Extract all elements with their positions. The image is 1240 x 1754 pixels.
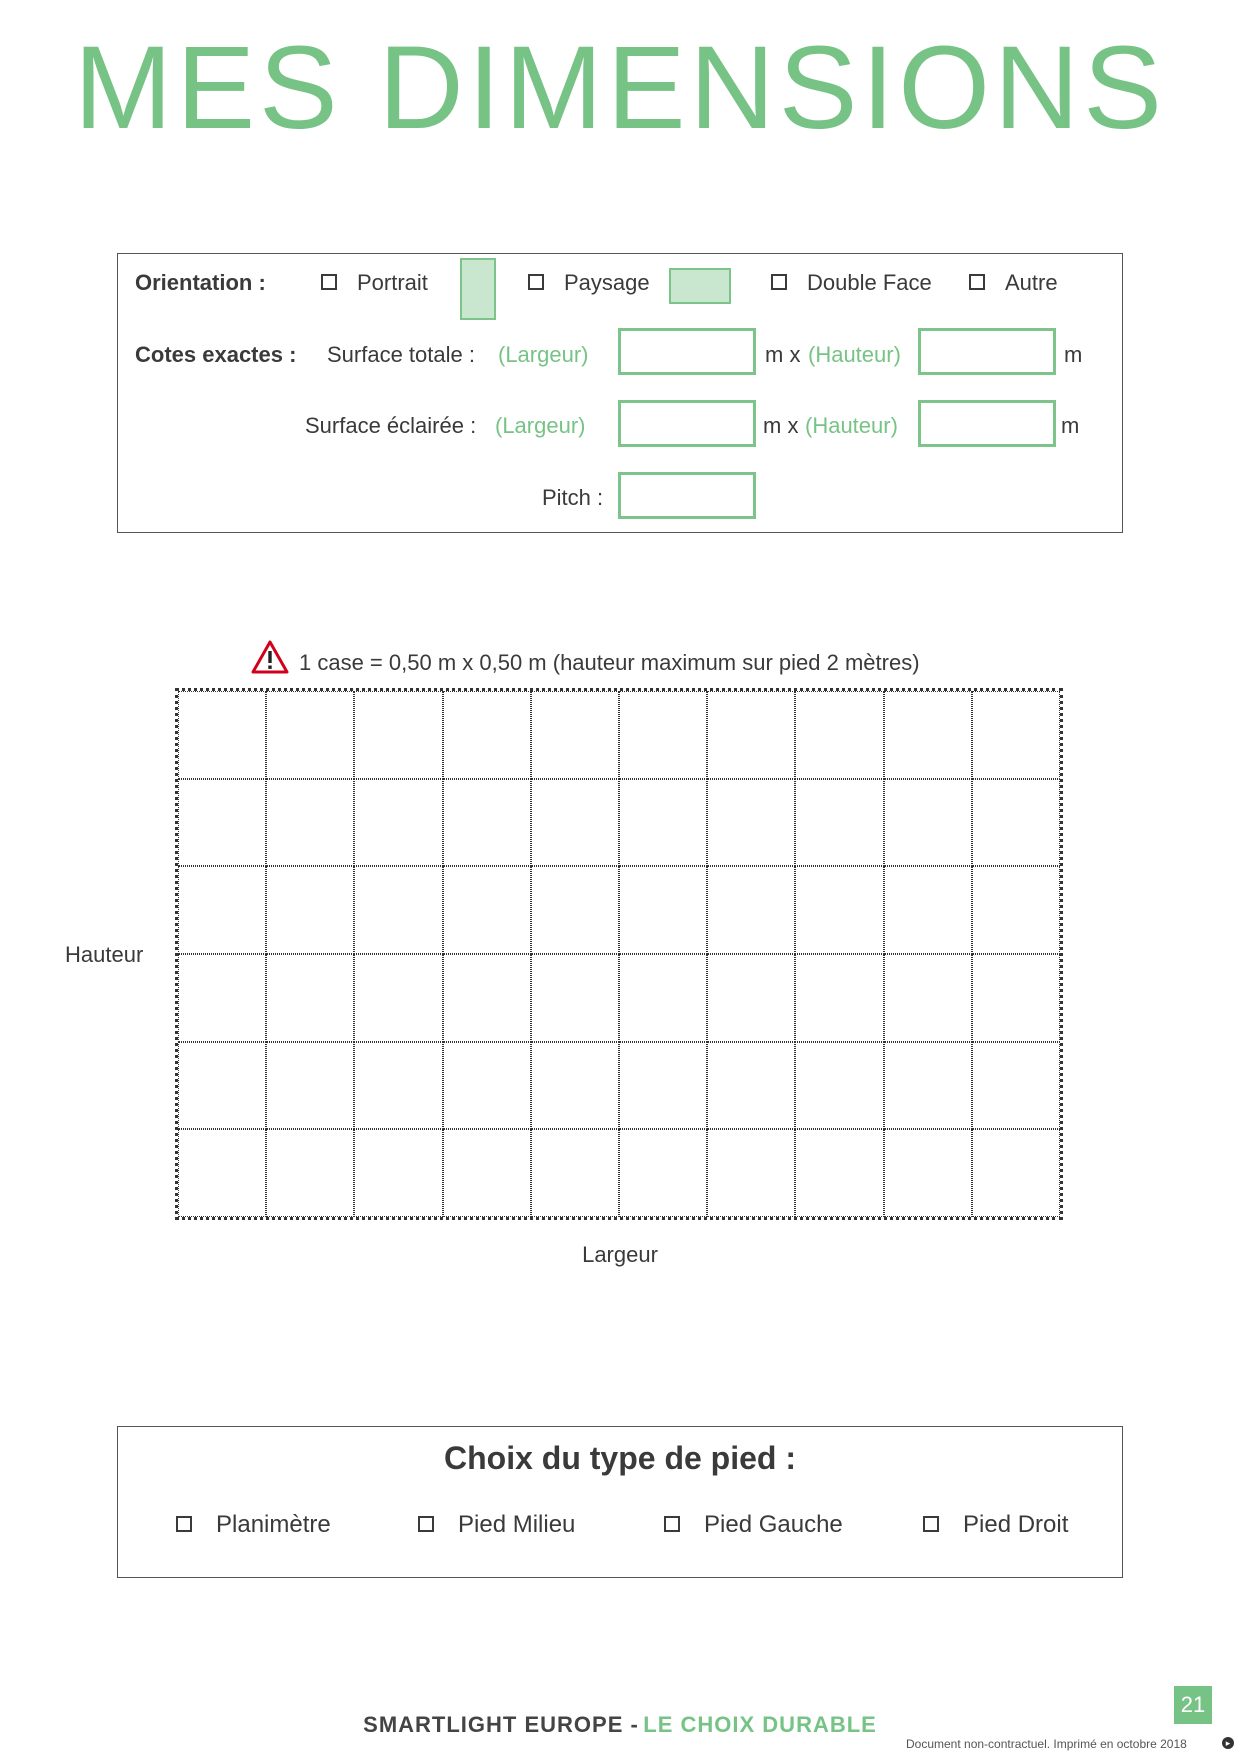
- footer-brand-line: [0, 1712, 1240, 1738]
- grid-y-axis-label: Hauteur: [65, 942, 144, 967]
- grid-cell[interactable]: [531, 1129, 619, 1217]
- grid-cell[interactable]: [354, 691, 442, 779]
- portrait-checkbox[interactable]: [321, 274, 337, 290]
- grid-cell[interactable]: [531, 1042, 619, 1130]
- grid-cell[interactable]: [795, 1042, 883, 1130]
- grid-cell[interactable]: [619, 1129, 707, 1217]
- grid-cell[interactable]: [884, 866, 972, 954]
- grid-cell[interactable]: [266, 1129, 354, 1217]
- footer-tagline: LE CHOIX DURABLE: [643, 1712, 877, 1737]
- grid-cell[interactable]: [884, 1129, 972, 1217]
- grid-cell[interactable]: [531, 954, 619, 1042]
- grid-cell[interactable]: [707, 1129, 795, 1217]
- surface-totale-times-label: m x: [765, 342, 801, 367]
- grid-cell[interactable]: [354, 1129, 442, 1217]
- grid-cell[interactable]: [443, 691, 531, 779]
- grid-cell[interactable]: [619, 866, 707, 954]
- paysage-checkbox[interactable]: [528, 274, 544, 290]
- surface-eclairee-hauteur-label: (Hauteur): [805, 413, 898, 438]
- surface-eclairee-times-label: m x: [763, 413, 799, 438]
- grid-cell[interactable]: [972, 779, 1060, 867]
- grid-cell[interactable]: [619, 779, 707, 867]
- double-face-label: Double Face: [807, 270, 932, 295]
- sketch-grid[interactable]: [175, 688, 1063, 1220]
- grid-cell[interactable]: [795, 779, 883, 867]
- grid-cell[interactable]: [531, 691, 619, 779]
- grid-cell[interactable]: [972, 954, 1060, 1042]
- grid-cell[interactable]: [443, 954, 531, 1042]
- grid-cell[interactable]: [266, 691, 354, 779]
- grid-cell[interactable]: [707, 1042, 795, 1130]
- grid-scale-note: 1 case = 0,50 m x 0,50 m (hauteur maximum sur pied 2 mètres): [299, 650, 920, 675]
- grid-cell[interactable]: [884, 1042, 972, 1130]
- grid-cell[interactable]: [707, 866, 795, 954]
- pied-title: Choix du type de pied :: [443, 1440, 796, 1476]
- grid-cell[interactable]: [354, 1042, 442, 1130]
- surface-eclairee-largeur-field[interactable]: [618, 400, 756, 447]
- grid-cell[interactable]: [619, 691, 707, 779]
- grid-cell[interactable]: [531, 866, 619, 954]
- double-face-checkbox[interactable]: [771, 274, 787, 290]
- paysage-shape-icon: [669, 268, 731, 304]
- grid-cell[interactable]: [178, 1129, 266, 1217]
- autre-checkbox[interactable]: [969, 274, 985, 290]
- surface-totale-unit: m: [1064, 342, 1083, 367]
- grid-cell[interactable]: [884, 691, 972, 779]
- grid-cell[interactable]: [707, 779, 795, 867]
- grid-cell[interactable]: [707, 691, 795, 779]
- grid-cell[interactable]: [354, 954, 442, 1042]
- surface-eclairee-largeur-label: (Largeur): [495, 413, 586, 438]
- pied-gauche-checkbox[interactable]: [664, 1516, 680, 1532]
- surface-totale-largeur-field[interactable]: [618, 328, 756, 375]
- grid-cell[interactable]: [795, 954, 883, 1042]
- grid-cell[interactable]: [884, 954, 972, 1042]
- grid-cell[interactable]: [972, 691, 1060, 779]
- planimetre-checkbox[interactable]: [176, 1516, 192, 1532]
- surface-eclairee-hauteur-field[interactable]: [918, 400, 1056, 447]
- grid-cell[interactable]: [354, 866, 442, 954]
- small-arrow-icon: ▸: [1222, 1737, 1234, 1749]
- warning-icon: [251, 640, 289, 674]
- grid-cell[interactable]: [795, 691, 883, 779]
- surface-eclairee-label: Surface éclairée :: [305, 413, 477, 438]
- pied-milieu-checkbox[interactable]: [418, 1516, 434, 1532]
- footer-brand: SMARTLIGHT EUROPE -: [363, 1712, 639, 1737]
- legal-notice: Document non-contractuel. Imprimé en octobre 2018: [906, 1737, 1187, 1751]
- grid-cell[interactable]: [178, 866, 266, 954]
- pied-gauche-label: Pied Gauche: [704, 1511, 843, 1538]
- pied-droit-checkbox[interactable]: [923, 1516, 939, 1532]
- grid-cell[interactable]: [884, 779, 972, 867]
- grid-cell[interactable]: [354, 779, 442, 867]
- surface-totale-label: Surface totale :: [327, 342, 475, 367]
- grid-cell[interactable]: [531, 779, 619, 867]
- grid-x-axis-label: Largeur: [582, 1242, 658, 1267]
- grid-cell[interactable]: [266, 779, 354, 867]
- cotes-exactes-label: Cotes exactes :: [135, 342, 297, 367]
- grid-cell[interactable]: [972, 1042, 1060, 1130]
- grid-cell[interactable]: [619, 1042, 707, 1130]
- grid-cell[interactable]: [707, 954, 795, 1042]
- grid-cell[interactable]: [972, 866, 1060, 954]
- grid-cell[interactable]: [178, 954, 266, 1042]
- pied-droit-label: Pied Droit: [963, 1511, 1069, 1538]
- grid-cell[interactable]: [178, 1042, 266, 1130]
- grid-cell[interactable]: [178, 691, 266, 779]
- grid-cell[interactable]: [443, 1129, 531, 1217]
- page-title: MES DIMENSIONS: [74, 22, 1166, 154]
- page-number: 21: [1174, 1686, 1212, 1724]
- grid-cell[interactable]: [266, 866, 354, 954]
- pied-milieu-label: Pied Milieu: [458, 1511, 576, 1538]
- pitch-label: Pitch :: [542, 485, 604, 510]
- autre-label: Autre: [1005, 270, 1058, 295]
- grid-cell[interactable]: [795, 866, 883, 954]
- surface-totale-hauteur-label: (Hauteur): [808, 342, 901, 367]
- portrait-label: Portrait: [357, 270, 428, 295]
- grid-cell[interactable]: [795, 1129, 883, 1217]
- orientation-label: Orientation :: [135, 270, 266, 295]
- grid-cell[interactable]: [619, 954, 707, 1042]
- surface-totale-largeur-label: (Largeur): [498, 342, 589, 367]
- grid-cell[interactable]: [178, 779, 266, 867]
- pitch-field[interactable]: [618, 472, 756, 519]
- grid-cell[interactable]: [266, 954, 354, 1042]
- surface-totale-hauteur-field[interactable]: [918, 328, 1056, 375]
- paysage-label: Paysage: [564, 270, 650, 295]
- grid-cell[interactable]: [443, 1042, 531, 1130]
- grid-cell[interactable]: [266, 1042, 354, 1130]
- grid-cell[interactable]: [443, 866, 531, 954]
- planimetre-label: Planimètre: [216, 1511, 331, 1538]
- grid-cell[interactable]: [972, 1129, 1060, 1217]
- grid-cell[interactable]: [443, 779, 531, 867]
- portrait-shape-icon: [460, 258, 496, 320]
- surface-eclairee-unit: m: [1061, 413, 1080, 438]
